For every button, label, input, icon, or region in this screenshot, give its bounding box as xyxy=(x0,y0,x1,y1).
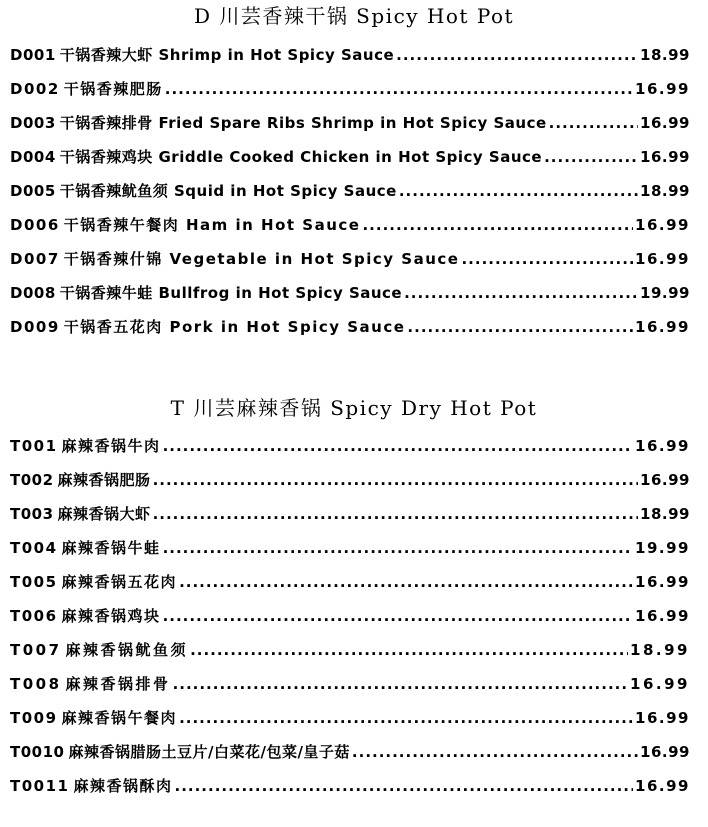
dot-leader xyxy=(190,633,628,667)
dot-leader xyxy=(163,531,633,565)
menu-item-d009 xyxy=(10,310,690,344)
menu-item-d001 xyxy=(10,38,690,72)
item-price: 16.99 xyxy=(635,437,690,455)
menu-item-t001 xyxy=(10,429,690,463)
item-name: 干锅香辣什锦 Vegetable in Hot Spicy Sauce xyxy=(63,250,460,268)
item-name: 干锅香辣排骨 Fried Spare Ribs Shrimp in Hot Spicy Sauce xyxy=(59,114,547,132)
item-price: 16.99 xyxy=(640,743,690,761)
item-code: T0010 xyxy=(10,743,65,761)
item-name: 干锅香辣肥肠 xyxy=(63,80,163,98)
item-price: 16.99 xyxy=(630,675,690,693)
section-title: D 川芸香辣干锅 Spicy Hot Pot xyxy=(193,4,515,28)
item-name: 干锅香五花肉 Pork in Hot Spicy Sauce xyxy=(63,318,406,336)
item-price: 16.99 xyxy=(635,709,690,727)
item-price: 18.99 xyxy=(640,182,690,200)
dot-leader xyxy=(153,497,638,531)
item-price: 16.99 xyxy=(635,777,690,795)
dot-leader xyxy=(461,242,633,276)
item-price: 16.99 xyxy=(635,318,690,336)
menu-item-t007 xyxy=(10,633,690,667)
dot-leader xyxy=(352,735,638,769)
section-title: T 川芸麻辣香锅 Spicy Dry Hot Pot xyxy=(170,396,538,420)
item-code: D006 xyxy=(10,216,60,234)
section-spicy-dry-hot-pot xyxy=(0,392,708,795)
menu-list xyxy=(10,429,690,803)
item-code: T009 xyxy=(10,709,58,727)
item-name: 干锅香辣午餐肉 Ham in Hot Sauce xyxy=(63,216,361,234)
menu-item-d002 xyxy=(10,72,690,106)
dot-leader xyxy=(175,769,634,803)
item-code: T002 xyxy=(10,471,54,489)
item-name: 干锅香辣鸡块 Griddle Cooked Chicken in Hot Spicy Sauce xyxy=(59,148,543,166)
menu-item-t003 xyxy=(10,497,690,531)
menu-list xyxy=(10,38,690,344)
dot-leader xyxy=(399,174,638,208)
item-name: 干锅香辣大虾 Shrimp in Hot Spicy Sauce xyxy=(59,46,395,64)
item-name: 麻辣香锅五花肉 xyxy=(61,573,178,591)
item-price: 18.99 xyxy=(630,641,690,659)
dot-leader xyxy=(173,667,628,701)
item-price: 18.99 xyxy=(640,505,690,523)
dot-leader xyxy=(163,599,633,633)
item-code: D007 xyxy=(10,250,60,268)
item-price: 16.99 xyxy=(635,573,690,591)
dot-leader xyxy=(396,38,638,72)
menu-item-t005 xyxy=(10,565,690,599)
item-price: 16.99 xyxy=(635,216,690,234)
menu-item-t0010 xyxy=(10,735,690,769)
menu-item-d007 xyxy=(10,242,690,276)
dot-leader xyxy=(179,701,633,735)
item-name: 麻辣香锅鱿鱼须 xyxy=(65,641,189,659)
item-price: 16.99 xyxy=(640,114,690,132)
menu-item-t008 xyxy=(10,667,690,701)
item-code: D009 xyxy=(10,318,60,336)
menu-item-d006 xyxy=(10,208,690,242)
menu-item-d004 xyxy=(10,140,690,174)
dot-leader xyxy=(549,106,638,140)
menu-item-t0011 xyxy=(10,769,690,803)
item-name: 干锅香辣鱿鱼须 Squid in Hot Spicy Sauce xyxy=(59,182,397,200)
item-price: 16.99 xyxy=(635,250,690,268)
item-code: T001 xyxy=(10,437,58,455)
item-code: D002 xyxy=(10,80,60,98)
item-price: 18.99 xyxy=(640,46,690,64)
menu-item-d003 xyxy=(10,106,690,140)
menu-item-t006 xyxy=(10,599,690,633)
dot-leader xyxy=(362,208,633,242)
item-code: D005 xyxy=(10,182,56,200)
item-code: T005 xyxy=(10,573,58,591)
item-code: T008 xyxy=(10,675,62,693)
item-name: 麻辣香锅午餐肉 xyxy=(61,709,178,727)
item-price: 19.99 xyxy=(640,284,690,302)
item-code: D004 xyxy=(10,148,56,166)
item-code: D003 xyxy=(10,114,56,132)
item-price: 16.99 xyxy=(640,148,690,166)
menu-item-t004 xyxy=(10,531,690,565)
section-spicy-hot-pot xyxy=(0,0,708,336)
dot-leader xyxy=(165,72,633,106)
menu-item-t002 xyxy=(10,463,690,497)
menu-item-d008 xyxy=(10,276,690,310)
item-price: 16.99 xyxy=(635,80,690,98)
item-code: T003 xyxy=(10,505,54,523)
item-code: T006 xyxy=(10,607,58,625)
dot-leader xyxy=(179,565,633,599)
item-code: D001 xyxy=(10,46,56,64)
item-name: 麻辣香锅牛肉 xyxy=(61,437,161,455)
item-code: D008 xyxy=(10,284,56,302)
item-code: T007 xyxy=(10,641,62,659)
item-price: 16.99 xyxy=(640,471,690,489)
item-name: 麻辣香锅牛蛙 xyxy=(61,539,161,557)
item-code: T004 xyxy=(10,539,58,557)
dot-leader xyxy=(407,310,633,344)
item-name: 麻辣香锅排骨 xyxy=(65,675,171,693)
menu-item-d005 xyxy=(10,174,690,208)
dot-leader xyxy=(544,140,638,174)
item-name: 麻辣香锅腊肠土豆片/白菜花/包菜/皇子菇 xyxy=(68,743,350,761)
item-name: 麻辣香锅酥肉 xyxy=(73,777,173,795)
menu-item-t009 xyxy=(10,701,690,735)
item-price: 19.99 xyxy=(635,539,690,557)
dot-leader xyxy=(153,463,638,497)
dot-leader xyxy=(163,429,633,463)
item-code: T0011 xyxy=(10,777,70,795)
item-name: 麻辣香锅大虾 xyxy=(57,505,151,523)
dot-leader xyxy=(404,276,638,310)
item-price: 16.99 xyxy=(635,607,690,625)
item-name: 麻辣香锅鸡块 xyxy=(61,607,161,625)
item-name: 干锅香辣牛蛙 Bullfrog in Hot Spicy Sauce xyxy=(59,284,403,302)
item-name: 麻辣香锅肥肠 xyxy=(57,471,151,489)
